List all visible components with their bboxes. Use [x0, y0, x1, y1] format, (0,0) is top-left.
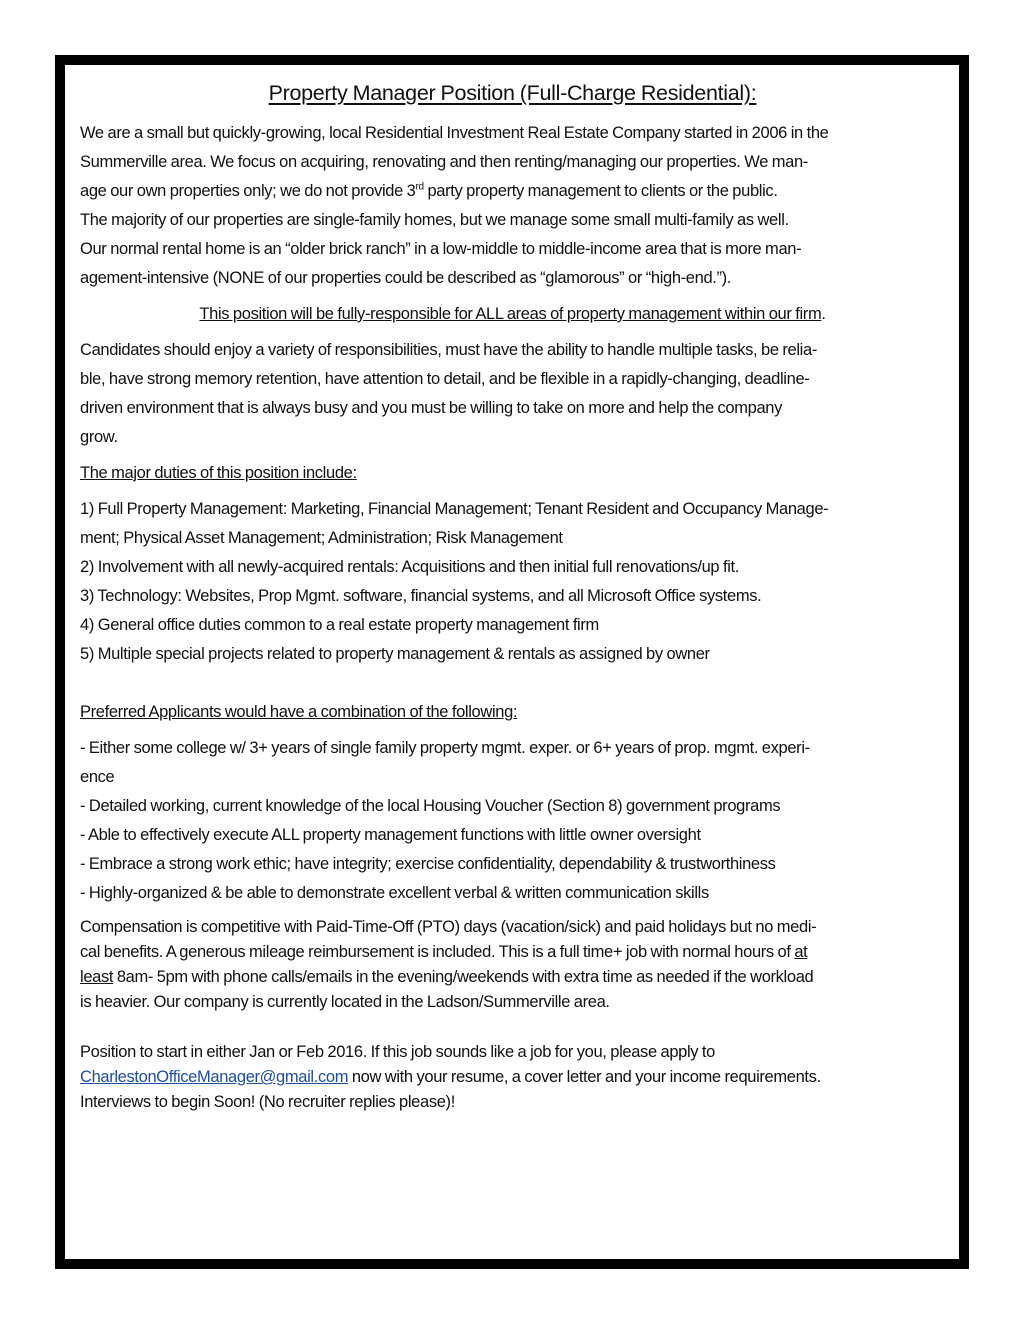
preferred-item: - Embrace a strong work ethic; have integrity; exercise confidentiality, dependability & trustworthiness	[80, 855, 776, 873]
compensation-text: cal benefits. A generous mileage reimbursement is included. This is a full time+ job with normal hours of	[80, 943, 795, 961]
email-link[interactable]: CharlestonOfficeManager@gmail.com	[80, 1068, 349, 1086]
responsibility-note	[80, 300, 945, 329]
compensation-line: is heavier. Our company is currently located in the Ladson/Summerville area.	[80, 993, 610, 1011]
preferred-item: - Highly-organized & be able to demonstrate excellent verbal & written communication skills	[80, 884, 709, 902]
intro-line: Our normal rental home is an “older brick ranch” in a low-middle to middle-income area that is more man-	[80, 240, 802, 258]
apply-text: now with your resume, a cover letter and your income requirements.	[348, 1068, 821, 1086]
compensation-line: Compensation is competitive with Paid-Time-Off (PTO) days (vacation/sick) and paid holidays but no medi-	[80, 918, 817, 936]
preferred-item: ence	[80, 768, 115, 786]
intro-line: agement-intensive (NONE of our properties could be described as “glamorous” or “high-end.”).	[80, 269, 732, 287]
compensation-line	[80, 940, 945, 965]
candidates-line: Candidates should enjoy a variety of responsibilities, must have the ability to handle multiple tasks, be relia-	[80, 341, 817, 359]
duty-item: 4) General office duties common to a real estate property management firm	[80, 616, 599, 634]
intro-text: party property management to clients or the public.	[423, 182, 778, 200]
responsibility-note-text: This position will be fully-responsible for ALL areas of property management within our firm	[199, 305, 822, 323]
page-title: Property Manager Position (Full-Charge Residential):	[268, 81, 757, 105]
duty-item: 3) Technology: Websites, Prop Mgmt. software, financial systems, and all Microsoft Office systems.	[80, 587, 762, 605]
duties-heading: The major duties of this position include:	[80, 464, 357, 482]
apply-paragraph	[80, 1040, 945, 1115]
document-content	[80, 79, 945, 1115]
preferred-item: - Either some college w/ 3+ years of single family property mgmt. exper. or 6+ years of prop. mgmt. experi-	[80, 739, 810, 757]
candidates-paragraph	[80, 336, 945, 452]
duty-item: ment; Physical Asset Management; Administration; Risk Management	[80, 529, 563, 547]
duty-item: 2) Involvement with all newly-acquired rentals: Acquisitions and then initial full renovations/up fit.	[80, 558, 740, 576]
candidates-line: grow.	[80, 428, 118, 446]
spacer	[80, 1015, 945, 1040]
spacer	[80, 669, 945, 698]
apply-line	[80, 1065, 945, 1090]
candidates-line: driven environment that is always busy and you must be willing to take on more and help the company	[80, 399, 783, 417]
intro-text: age our own properties only; we do not provide 3	[80, 182, 416, 200]
candidates-line: ble, have strong memory retention, have attention to detail, and be flexible in a rapidly-changing, deadline-	[80, 370, 810, 388]
compensation-paragraph	[80, 915, 945, 1015]
apply-line: Interviews to begin Soon! (No recruiter replies please)!	[80, 1093, 455, 1111]
ordinal-superscript: rd	[415, 181, 424, 193]
duties-list	[80, 495, 945, 669]
duty-item: 1) Full Property Management: Marketing, Financial Management; Tenant Resident and Occupancy Manage-	[80, 500, 829, 518]
intro-line	[80, 177, 945, 206]
responsibility-note-period: .	[821, 305, 826, 323]
document-border-frame	[55, 55, 969, 1269]
intro-line: Summerville area. We focus on acquiring, renovating and then renting/managing our properties. We man-	[80, 153, 808, 171]
apply-line: Position to start in either Jan or Feb 2016. If this job sounds like a job for you, please apply to	[80, 1043, 715, 1061]
compensation-emphasis: at	[794, 943, 808, 961]
preferred-heading: Preferred Applicants would have a combination of the following:	[80, 703, 518, 721]
preferred-list	[80, 734, 945, 908]
compensation-emphasis: least	[80, 968, 114, 986]
intro-line: The majority of our properties are single-family homes, but we manage some small multi-family as well.	[80, 211, 789, 229]
intro-line: We are a small but quickly-growing, local Residential Investment Real Estate Company started in 2006 in the	[80, 124, 829, 142]
compensation-line	[80, 965, 945, 990]
preferred-item: - Able to effectively execute ALL property management functions with little owner oversight	[80, 826, 701, 844]
preferred-item: - Detailed working, current knowledge of the local Housing Voucher (Section 8) government programs	[80, 797, 781, 815]
compensation-text: 8am- 5pm with phone calls/emails in the evening/weekends with extra time as needed if the workload	[113, 968, 814, 986]
intro-paragraph	[80, 119, 945, 293]
duty-item: 5) Multiple special projects related to property management & rentals as assigned by owner	[80, 645, 710, 663]
